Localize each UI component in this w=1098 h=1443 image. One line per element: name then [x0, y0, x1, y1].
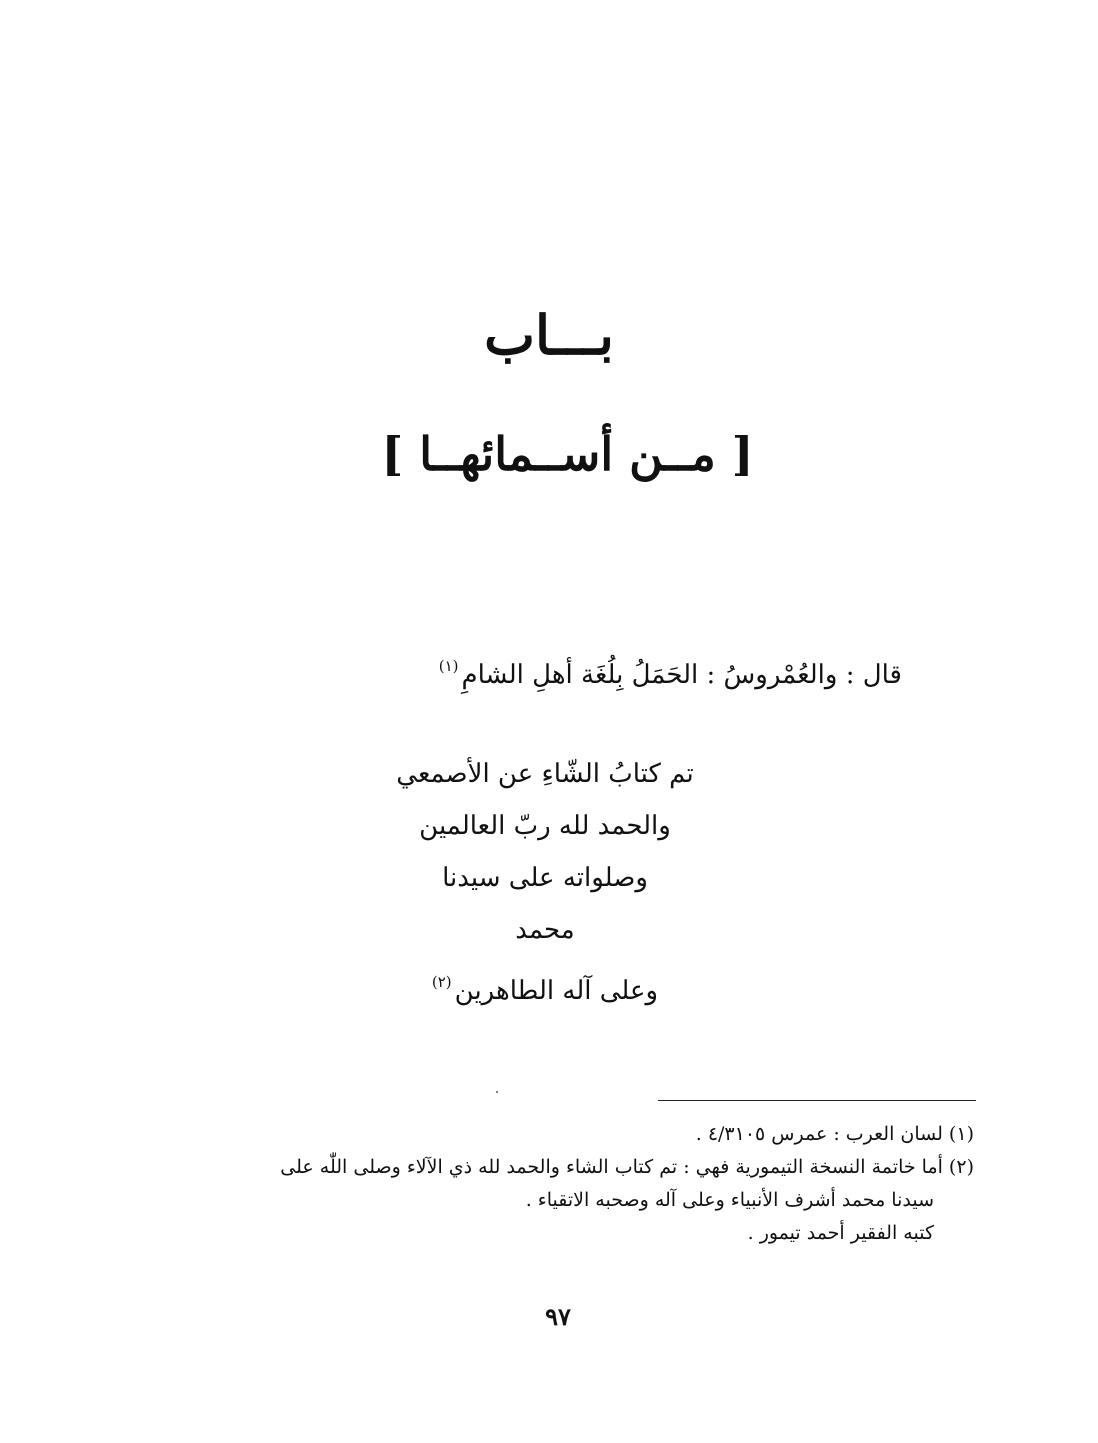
- colophon-line-last: [360, 956, 730, 1008]
- colophon-line: تم كتابُ الشّاءِ عن الأصمعي: [396, 759, 694, 789]
- footnotes: [144, 1118, 974, 1250]
- colophon: [360, 748, 730, 1008]
- footnote-item: (٢) أما خاتمة النسخة التيمورية فهي : تم كتاب الشاء والحمد لله ذي الآلاء وصلى اللّٰه على: [280, 1156, 974, 1178]
- footnote-item: (١) لسان العرب : عمرس ٤/٣١٠٥ .: [695, 1123, 974, 1145]
- footnote-ref-2: (٢): [431, 973, 452, 991]
- footnote-continuation: كتبه الفقير أحمد تيمور .: [747, 1222, 934, 1244]
- colophon-line: محمد: [515, 915, 575, 945]
- chapter-heading: بـــاب: [484, 303, 614, 367]
- colophon-line: والحمد لله ربّ العالمين: [419, 811, 671, 841]
- colophon-text: وعلى آله الطاهرين: [454, 976, 659, 1006]
- page-number: ٩٧: [545, 1302, 571, 1331]
- quote-text: قال : والعُمْروسُ : الحَمَلُ بِلُغَة أهلِ الشامِ: [461, 660, 902, 690]
- footnote-ref-1: (١): [438, 657, 459, 675]
- footnote-continuation: سيدنا محمد أشرف الأنبياء وعلى آله وصحبه الاتقياء .: [525, 1189, 934, 1211]
- scan-speck: [496, 1091, 498, 1093]
- colophon-line: وصلواته على سيدنا: [442, 863, 648, 893]
- chapter-subtitle: [ مــن أســمائهــا ]: [381, 427, 754, 481]
- quote-line: [439, 644, 902, 697]
- footnote-divider: [658, 1100, 976, 1101]
